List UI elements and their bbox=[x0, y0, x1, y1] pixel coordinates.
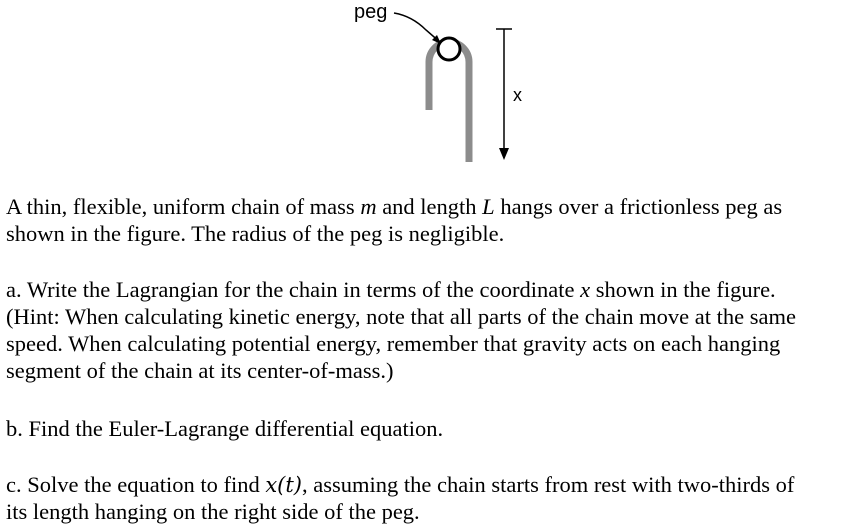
intro-text-1a: A thin, flexible, uniform chain of mass bbox=[6, 194, 361, 219]
part-c-text-1b: , assuming the chain starts from rest with two-thirds of bbox=[302, 472, 795, 497]
part-b-paragraph bbox=[6, 415, 864, 442]
part-a-line-4: segment of the chain at its center-of-mass.) bbox=[6, 358, 394, 383]
part-a-line-2: (Hint: When calculating kinetic energy, note that all parts of the chain move at the same bbox=[6, 304, 796, 329]
part-a-paragraph bbox=[6, 276, 864, 384]
intro-line-1 bbox=[6, 193, 864, 220]
part-a-text-1b: shown in the figure. bbox=[590, 277, 776, 302]
part-c-line-1 bbox=[6, 471, 864, 498]
part-c-paragraph bbox=[6, 471, 864, 525]
part-a-line-1 bbox=[6, 276, 864, 303]
coordinate-x-symbol: x bbox=[580, 277, 591, 302]
x-label: x bbox=[513, 85, 522, 105]
part-b-line-1: b. Find the Euler-Lagrange differential equation. bbox=[6, 416, 444, 441]
part-a-line-3: speed. When calculating potential energy, remember that gravity acts on each hanging bbox=[6, 331, 781, 356]
intro-paragraph bbox=[6, 193, 864, 247]
intro-text-1c: hangs over a frictionless peg as bbox=[494, 194, 783, 219]
peg-circle bbox=[438, 38, 460, 60]
length-symbol: L bbox=[482, 194, 495, 219]
intro-text-1b: and length bbox=[376, 194, 483, 219]
intro-line-2: shown in the figure. The radius of the peg is negligible. bbox=[6, 221, 505, 246]
part-c-text-1a: c. Solve the equation to find bbox=[6, 472, 266, 497]
mass-symbol: m bbox=[360, 194, 377, 219]
x-of-t-symbol: x(t) bbox=[265, 473, 302, 497]
chain-diagram bbox=[0, 0, 866, 175]
chain-figure bbox=[0, 0, 866, 175]
x-dimension-arrowhead bbox=[499, 148, 509, 160]
peg-label: peg bbox=[354, 1, 388, 23]
part-c-line-2: its length hanging on the right side of the peg. bbox=[6, 499, 420, 524]
part-a-text-1a: a. Write the Lagrangian for the chain in terms of the coordinate bbox=[6, 277, 581, 302]
